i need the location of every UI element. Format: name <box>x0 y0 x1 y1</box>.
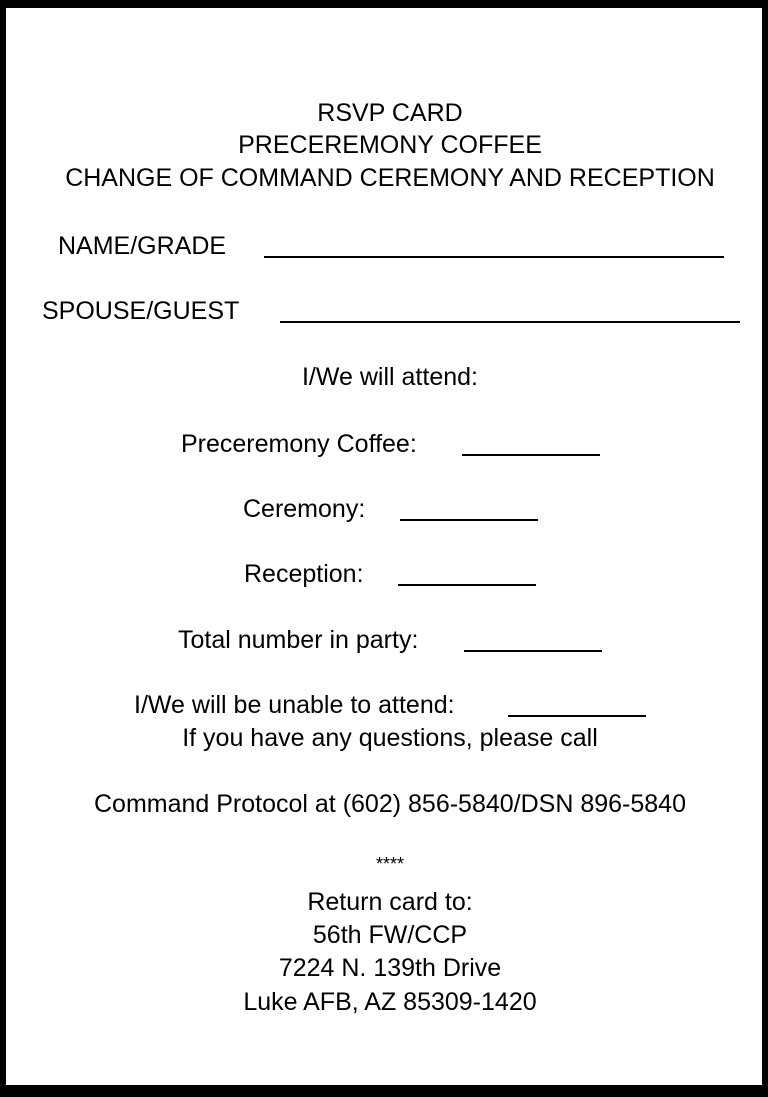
name-grade-blank[interactable] <box>264 256 724 258</box>
ceremony-label: Ceremony: <box>243 495 366 523</box>
return-street: 7224 N. 139th Drive <box>278 954 502 982</box>
card-subtitle-ceremony: CHANGE OF COMMAND CEREMONY AND RECEPTION <box>65 164 715 192</box>
card-title: RSVP CARD <box>317 99 463 127</box>
reception-blank[interactable] <box>398 584 536 586</box>
total-party-blank[interactable] <box>464 650 602 652</box>
spouse-guest-blank[interactable] <box>280 321 740 323</box>
attend-heading: I/We will attend: <box>301 363 478 391</box>
unable-blank[interactable] <box>508 715 646 717</box>
return-heading: Return card to: <box>307 888 473 916</box>
return-office: 56th FW/CCP <box>312 921 468 949</box>
separator: **** <box>375 854 405 874</box>
coffee-blank[interactable] <box>462 454 600 456</box>
card-subtitle-coffee: PRECEREMONY COFFEE <box>238 131 542 159</box>
questions-line: If you have any questions, please call <box>182 724 598 752</box>
ceremony-blank[interactable] <box>400 519 538 521</box>
name-grade-label: NAME/GRADE <box>58 232 227 260</box>
total-party-label: Total number in party: <box>178 626 419 654</box>
contact-line: Command Protocol at (602) 856-5840/DSN 896-5840 <box>93 790 686 818</box>
coffee-label: Preceremony Coffee: <box>181 430 417 458</box>
return-city: Luke AFB, AZ 85309-1420 <box>243 988 537 1016</box>
reception-label: Reception: <box>244 560 364 588</box>
unable-label: I/We will be unable to attend: <box>134 691 455 719</box>
spouse-guest-label: SPOUSE/GUEST <box>42 297 240 325</box>
